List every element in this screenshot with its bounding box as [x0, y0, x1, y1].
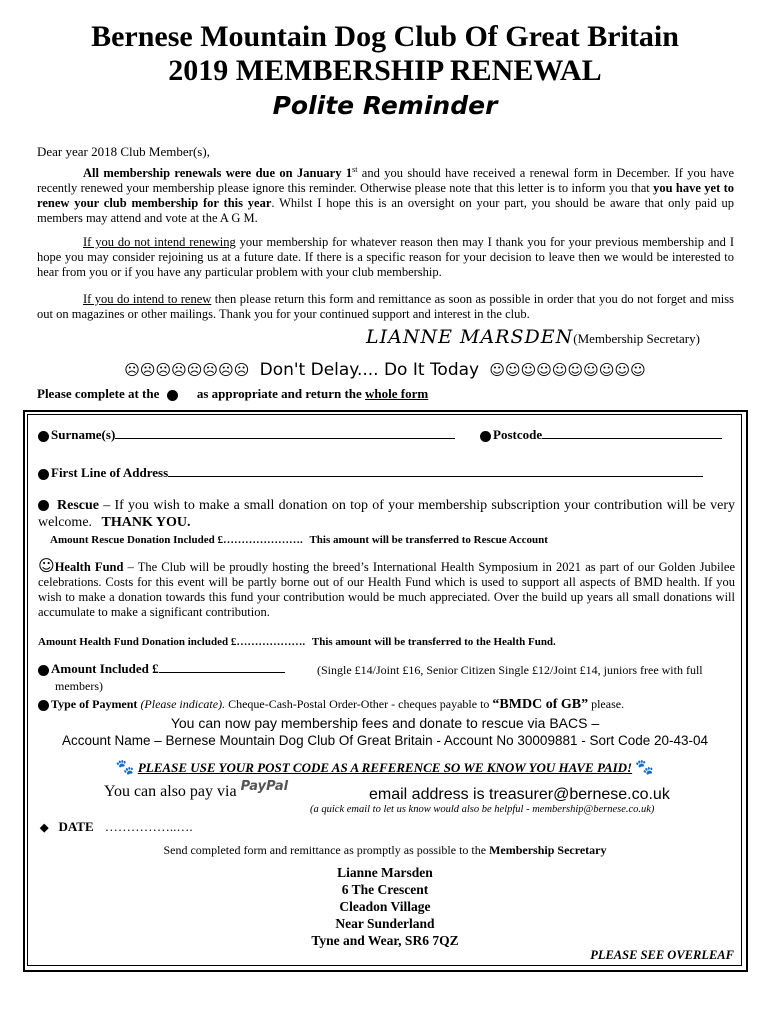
- rescue-transfer-note: This amount will be transferred to Rescue Account: [309, 534, 548, 546]
- account-line: Account Name – Bernese Mountain Dog Club Of Great Britain - Account No 30009881 - Sort Code 20-43-04: [61, 733, 709, 748]
- send-text: Send completed form and remittance as promptly as possible to the: [163, 843, 490, 857]
- address-label: First Line of Address: [51, 465, 169, 480]
- paypal-logo-icon: PayPal: [240, 779, 289, 794]
- letter-paragraph-2: [37, 235, 734, 280]
- bullet-dot-icon: [38, 469, 49, 480]
- bacs-line: You can now pay membership fees and donate to rescue via BACS –: [170, 715, 600, 731]
- surname-row: [38, 427, 455, 443]
- bullet-dot-icon: [167, 390, 178, 401]
- payment-type-label: Type of Payment: [51, 697, 138, 711]
- payment-please: please.: [588, 697, 625, 711]
- complete-instruction: [37, 386, 428, 402]
- payment-type-row: [38, 697, 738, 713]
- rescue-text: – If you wish to make a small donation on top of your membership subscription your contribution will be very welcome.: [38, 498, 735, 530]
- address-line: Tyne and Wear, SR6 7QZ: [311, 933, 459, 948]
- bullet-dot-icon: [38, 431, 49, 442]
- diamond-icon: ◆: [40, 822, 49, 834]
- please-see-overleaf: PLEASE SEE OVERLEAF: [590, 948, 734, 962]
- p2-text: your membership for whatever reason then may I thank you for your previous membership and I hope you may consider rejoining us at a future date. If there is a specific reason for your decision to leave then we would be interested to hear from you or if you have any particular problem with your club membership.: [37, 235, 734, 279]
- sad-face-icon: ☹☹☹☹☹☹☹☹: [124, 361, 250, 379]
- bullet-dot-icon: [480, 431, 491, 442]
- treasurer-email[interactable]: email address is treasurer@bernese.co.uk: [369, 786, 670, 803]
- health-fund-text: – The Club will be proudly hosting the breed’s International Health Symposium in 2021 as part of our Golden Jubilee celebrations. Costs for this event will be partly borne out of our Health Fund which is used to support all aspects of BMD health. If you wish to make a donation towards this fund your contribution would be much appreciated. Over the build up years all small donations will accumulate to make a significant contribution.: [38, 560, 735, 619]
- date-field[interactable]: ……………..….: [104, 819, 193, 834]
- postcode-reference-line: [0, 758, 770, 776]
- date-label: DATE: [58, 819, 94, 834]
- dog-icon: 🐾: [635, 758, 655, 776]
- letter-paragraph-1: [37, 162, 734, 226]
- address-line: 6 The Crescent: [341, 882, 429, 897]
- dont-delay-line: [0, 360, 770, 380]
- address-line: Cleadon Village: [339, 899, 431, 914]
- quick-email-note: (a quick email to let us know would also be helpful - membership@bernese.co.uk): [310, 804, 655, 815]
- rescue-section: [38, 497, 735, 531]
- postcode-row: [480, 427, 722, 443]
- postcode-label: Postcode: [493, 427, 543, 442]
- p3-underlined: If you do intend to renew: [83, 292, 212, 306]
- letter-paragraph-3: [37, 292, 734, 322]
- amount-included-label: Amount Included £: [51, 661, 159, 676]
- bullet-dot-icon: [38, 500, 49, 511]
- p1-text-b: . Whilst I hope this is an oversight on your part, you should be aware that only paid up members may attend and vote at the A G M.: [37, 196, 734, 226]
- club-title: Bernese Mountain Dog Club Of Great Britain: [91, 20, 679, 53]
- signature-role: (Membership Secretary): [573, 331, 700, 346]
- thank-you-text: THANK YOU.: [101, 515, 191, 530]
- health-transfer-note: This amount will be transferred to the Health Fund.: [311, 636, 556, 648]
- bullet-dot-icon: [38, 700, 49, 711]
- dog-icon: 🐾: [115, 758, 135, 776]
- due-sup: st: [352, 165, 358, 174]
- health-amount-field[interactable]: Amount Health Fund Donation included £……………….: [38, 636, 306, 648]
- postcode-reference-text: PLEASE USE YOUR POST CODE AS A REFERENCE SO WE KNOW YOU HAVE PAID!: [137, 760, 633, 775]
- send-instruction: [0, 843, 770, 858]
- surname-field[interactable]: [115, 438, 455, 439]
- membership-secretary-text: Membership Secretary: [489, 843, 607, 857]
- rescue-amount-row: [50, 534, 548, 546]
- address-row: [38, 465, 703, 481]
- payment-indicate: (Please indicate).: [140, 697, 226, 711]
- postcode-field[interactable]: [542, 438, 722, 439]
- surname-label: Surname(s): [51, 427, 116, 442]
- due-text: All membership renewals were due on January 1: [83, 166, 353, 181]
- health-fund-section: [38, 558, 735, 620]
- signature: LIANNE MARSDEN: [366, 326, 574, 348]
- payment-options[interactable]: Cheque-Cash-Postal Order-Other - cheques payable to: [225, 697, 493, 711]
- health-fund-label: Health Fund: [54, 560, 124, 574]
- payable-to: “BMDC of GB”: [492, 697, 589, 712]
- postal-address: [0, 864, 770, 949]
- p1-bold-text: you have yet to renew your club membership for this year: [37, 181, 734, 211]
- signature-block: [366, 326, 746, 348]
- page-header: [0, 20, 770, 120]
- p3-text: then please return this form and remittance as soon as possible in order that you do not forget and miss out on magazines or other mailings. Thank you for your continued support and interest in the club.: [37, 292, 734, 321]
- address-line: Lianne Marsden: [337, 865, 433, 880]
- address-line: Near Sunderland: [335, 916, 435, 931]
- renewal-title: 2019 MEMBERSHIP RENEWAL: [168, 54, 602, 87]
- whole-form-text: whole form: [365, 386, 429, 401]
- rescue-amount-field[interactable]: Amount Rescue Donation Included £………………….: [50, 534, 303, 546]
- bullet-dot-icon: [38, 665, 49, 676]
- p1-text-a: and you should have received a renewal form in December. If you have recently renewed your membership please ignore this reminder. Otherwise please note that this letter is to inform you that: [37, 166, 734, 196]
- paypal-text: You can also pay via: [104, 783, 237, 800]
- complete-text-b: as appropriate and return the: [196, 386, 362, 401]
- happy-face-icon: ☺☺☺☺☺☺☺☺☺☺: [489, 361, 646, 379]
- dont-delay-text: Don't Delay.... Do It Today: [259, 360, 480, 380]
- health-amount-row: [38, 636, 556, 648]
- smiley-icon: ☺: [38, 556, 55, 575]
- rescue-label: Rescue: [57, 498, 99, 513]
- polite-reminder-heading: Polite Reminder: [272, 91, 498, 120]
- p2-underlined: If you do not intend renewing: [83, 235, 236, 249]
- letter-greeting: Dear year 2018 Club Member(s),: [37, 144, 210, 159]
- complete-text-a: Please complete at the: [37, 386, 160, 401]
- amount-note: (Single £14/Joint £16, Senior Citizen Single £12/Joint £14, juniors free with full members): [55, 663, 703, 693]
- address-field[interactable]: [168, 476, 703, 477]
- paypal-line: [104, 779, 289, 801]
- date-row: [40, 819, 193, 835]
